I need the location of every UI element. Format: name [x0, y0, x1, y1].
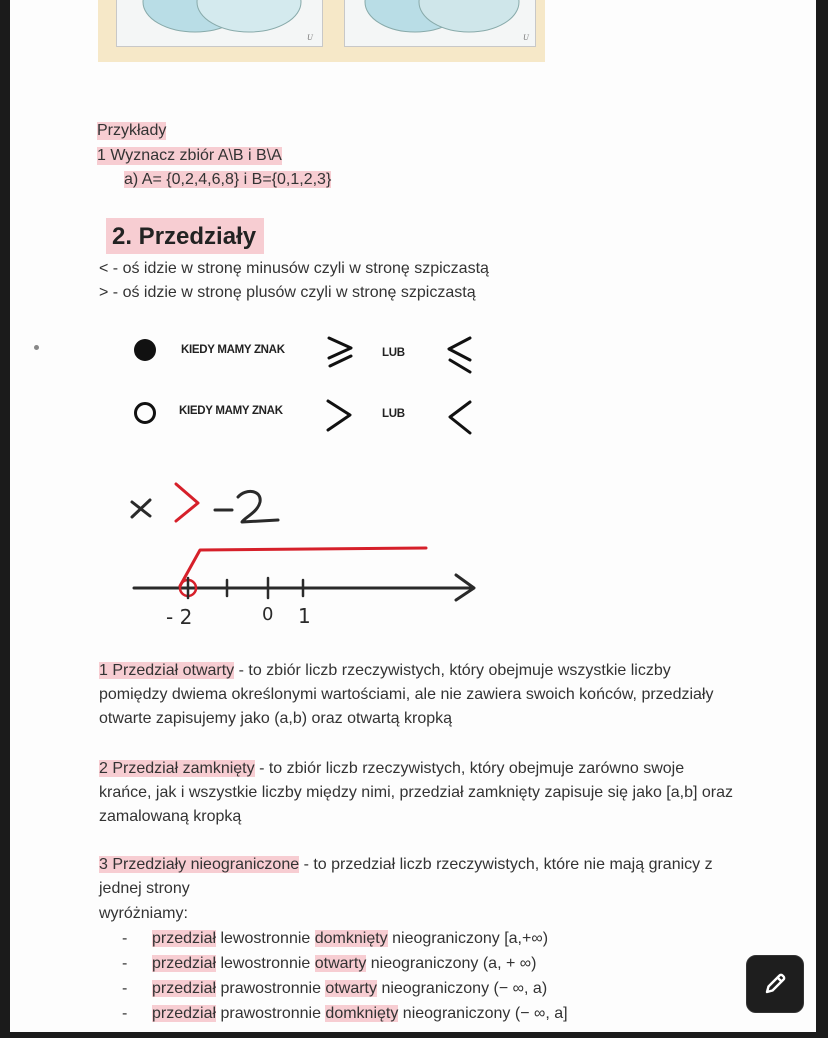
legend-or-2: LUB — [382, 408, 405, 420]
document-page — [10, 0, 816, 1032]
definition-open — [99, 659, 739, 731]
definition-closed-term: 2 Przedział zamknięty — [99, 760, 255, 777]
bullet-dash: - — [122, 980, 128, 997]
handwritten-x — [132, 500, 150, 517]
definition-unbounded-text: - to przedział liczb rzeczywistych, które nie mają granicy z jednej strony — [99, 856, 713, 897]
label-0: 0 — [262, 604, 274, 625]
less-or-equal-icon — [442, 334, 476, 376]
list-item — [122, 951, 568, 976]
bullet-word: prawostronnie — [216, 980, 326, 997]
venn-label-u: U — [523, 33, 529, 42]
legend-when-sign-1: KIEDY MAMY ZNAK — [181, 344, 285, 356]
pencil-icon — [761, 970, 789, 998]
venn-diagram-left — [116, 0, 323, 47]
definition-unbounded-intro: wyróżniamy: — [99, 905, 188, 922]
definition-closed — [99, 757, 739, 829]
section-line-1: < - oś idzie w stronę minusów czyli w stronę szpiczastą — [99, 260, 489, 277]
legend-or-1: LUB — [382, 347, 405, 359]
bullet-word: lewostronnie — [216, 930, 315, 947]
greater-or-equal-icon — [324, 334, 358, 372]
greater-than-icon — [322, 397, 356, 437]
definition-open-text: - to zbiór liczb rzeczywistych, który obejmuje wszystkie liczby pomiędzy dwiema określonymi wartościami, ale nie zawiera swoich końców, przedziały otwarte zapisujemy jako (a,b) oraz otwartą kropką — [99, 662, 714, 727]
bullet-word: nieograniczony (− ∞, a) — [377, 980, 548, 997]
venn-diagram-right — [344, 0, 536, 47]
bullet-word: domknięty — [325, 1005, 399, 1022]
examples-task: 1 Wyznacz zbiór A\B i B\A — [97, 147, 282, 164]
examples-title: Przykłady — [97, 122, 167, 139]
section-heading: 2. Przedziały — [106, 218, 264, 254]
venn-diagrams-image — [98, 0, 545, 62]
section-line-2: > - oś idzie w stronę plusów czyli w stronę szpiczastą — [99, 284, 476, 301]
bullet-word: nieograniczony (a, + ∞) — [366, 955, 537, 972]
bullet-dash: - — [122, 955, 128, 972]
list-item — [122, 926, 568, 951]
bullet-word: przedział — [152, 980, 217, 997]
bullet-word: domknięty — [314, 930, 388, 947]
bullet-word: przedział — [152, 1005, 217, 1022]
definition-open-term: 1 Przedział otwarty — [99, 662, 235, 679]
handwritten-greater-than — [176, 484, 198, 521]
bullet-word: przedział — [152, 930, 217, 947]
bullet-word: otwarty — [314, 955, 367, 972]
bullet-word: przedział — [152, 955, 217, 972]
definition-unbounded-term: 3 Przedziały nieograniczone — [99, 856, 300, 873]
definition-unbounded — [99, 853, 729, 901]
bullet-word: lewostronnie — [216, 955, 315, 972]
number-line-sketch — [120, 470, 500, 640]
bullet-dash: - — [122, 930, 128, 947]
filled-dot-icon — [132, 337, 158, 363]
venn-label-u: U — [307, 33, 313, 42]
legend-when-sign-2: KIEDY MAMY ZNAK — [179, 405, 283, 417]
bullet-word: nieograniczony (− ∞, a] — [398, 1005, 568, 1022]
less-than-icon — [442, 397, 476, 439]
side-marker-dot — [34, 345, 39, 350]
unbounded-intervals-list — [122, 926, 568, 1026]
label-1: 1 — [298, 604, 311, 628]
edit-button[interactable] — [746, 955, 804, 1013]
handwritten-two — [238, 491, 278, 522]
bullet-dash: - — [122, 1005, 128, 1022]
bullet-word: prawostronnie — [216, 1005, 326, 1022]
examples-item-a-text: a) A= {0,2,4,6,8} i B={0,1,2,3} — [124, 171, 332, 188]
bullet-word: nieograniczony [a,+∞) — [387, 930, 549, 947]
open-dot-icon — [132, 400, 158, 426]
list-item — [122, 1001, 568, 1026]
bullet-word: otwarty — [325, 980, 377, 997]
examples-item-a — [124, 171, 331, 189]
label-minus2: - 2 — [166, 605, 193, 629]
definition-closed-text: - to zbiór liczb rzeczywistych, który obejmuje zarówno swoje krańce, jak i wszystkie liczby między nimi, przedział zamknięty zapisuje się jako [a,b] oraz zamalowaną kropką — [99, 760, 734, 825]
list-item — [122, 976, 568, 1001]
